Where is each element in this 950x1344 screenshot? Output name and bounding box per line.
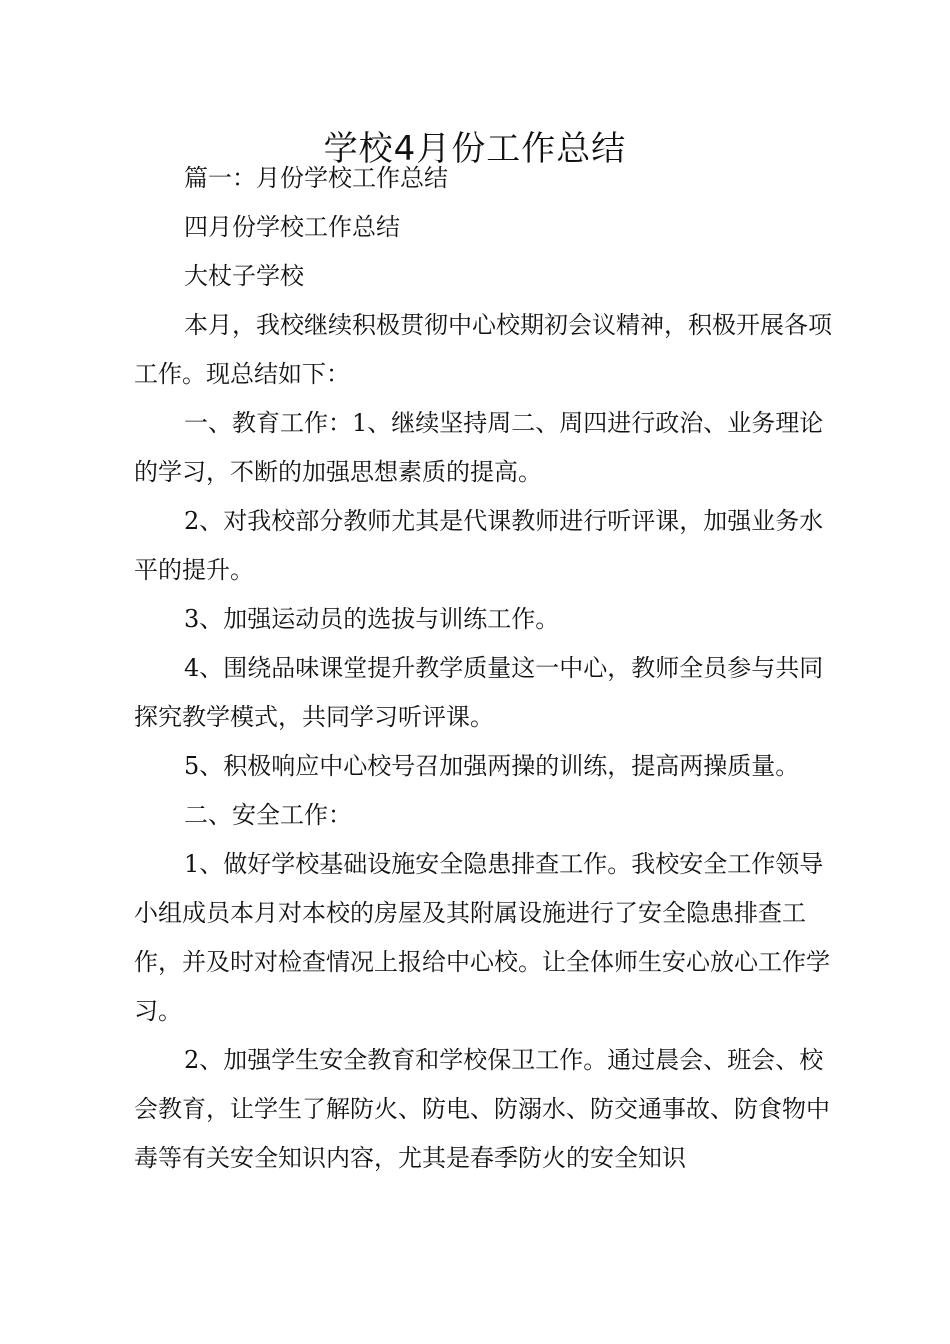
paragraph-school-name: 大杖子学校 — [184, 262, 304, 290]
paragraph-safety-2: 2、加强学生安全教育和学校保卫工作。通过晨会、班会、校会教育，让学生了解防火、防电、防溺水、防交通事故、防食物中毒等有关安全知识内容，尤其是春季防火的安全知识 — [134, 1046, 830, 1172]
paragraph-safety-1: 1、做好学校基础设施安全隐患排查工作。我校安全工作领导小组成员本月对本校的房屋及其附属设施进行了安全隐患排查工作，并及时对检查情况上报给中心校。让全体师生安心放心工作学习。 — [134, 850, 830, 1025]
paragraph-intro: 本月，我校继续积极贯彻中心校期初会议精神，积极开展各项工作。现总结如下： — [134, 311, 832, 388]
paragraph-education-2: 2、对我校部分教师尤其是代课教师进行听评课，加强业务水平的提升。 — [134, 507, 824, 584]
paragraph-education-4: 4、围绕品味课堂提升教学质量这一中心，教师全员参与共同探究教学模式，共同学习听评课。 — [134, 654, 824, 731]
document-title: 学校4月份工作总结 — [323, 128, 627, 169]
paragraph-education-1: 一、教育工作：1、继续坚持周二、周四进行政治、业务理论的学习，不断的加强思想素质的提高。 — [134, 409, 824, 486]
paragraph-subtitle: 篇一：月份学校工作总结 — [184, 164, 448, 192]
document-body — [134, 154, 836, 1183]
paragraph-safety-heading: 二、安全工作： — [184, 801, 352, 829]
paragraph-heading: 四月份学校工作总结 — [184, 213, 400, 241]
paragraph-education-3: 3、加强运动员的选拔与训练工作。 — [184, 605, 560, 633]
paragraph-education-5: 5、积极响应中心校号召加强两操的训练，提高两操质量。 — [184, 752, 800, 780]
